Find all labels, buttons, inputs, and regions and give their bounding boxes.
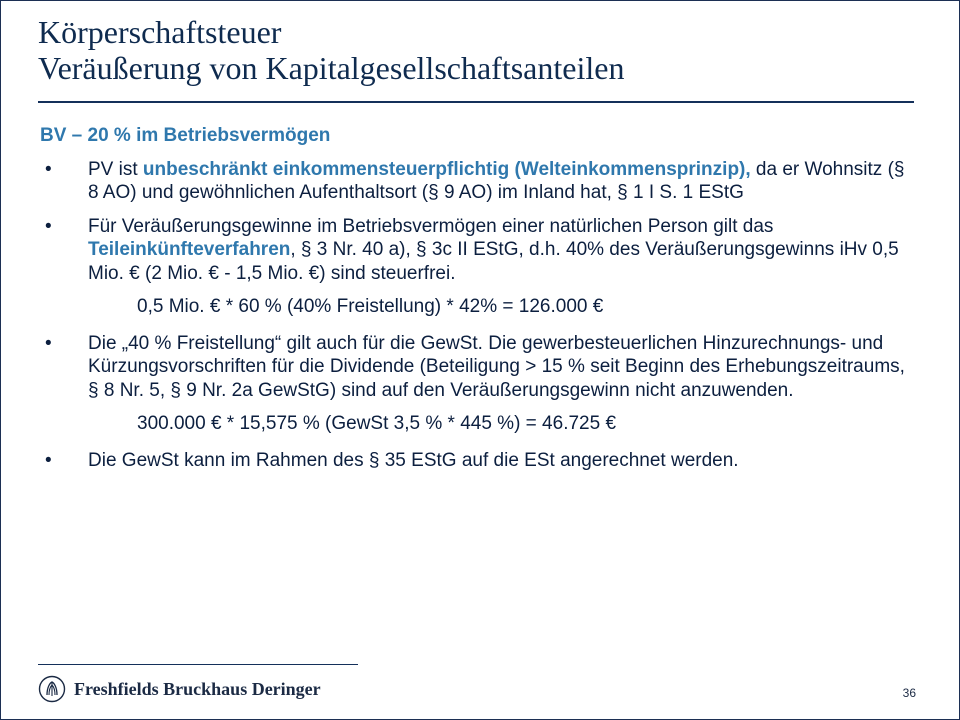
title-line-1: Körperschaftsteuer	[38, 14, 282, 50]
company-logo	[38, 675, 321, 703]
bullet-item-4	[40, 449, 920, 473]
bullet-4-text: Die GewSt kann im Rahmen des § 35 EStG auf die ESt angerechnet werden.	[88, 449, 739, 471]
slide-title	[38, 14, 918, 86]
bullet-2-text-a: Für Veräußerungsgewinne im Betriebsvermögen einer natürlichen Person gilt das	[88, 215, 774, 237]
footer-divider	[38, 664, 358, 665]
bullet-item-3	[40, 332, 920, 403]
bullet-icon: •	[45, 332, 52, 354]
bullet-icon: •	[45, 215, 52, 237]
formula-1: 0,5 Mio. € * 60 % (40% Freistellung) * 42% = 126.000 €	[137, 296, 604, 317]
bullet-item-1	[40, 158, 920, 205]
bullet-icon: •	[45, 449, 52, 471]
bullet-item-2	[40, 215, 920, 286]
logo-text: Freshfields Bruckhaus Deringer	[74, 678, 321, 699]
slide-content	[40, 124, 920, 482]
title-divider	[38, 101, 914, 103]
formula-2: 300.000 € * 15,575 % (GewSt 3,5 % * 445 %) = 46.725 €	[137, 413, 617, 434]
bullet-1-highlight: unbeschränkt einkommensteuerpflichtig (Welteinkommensprinzip),	[142, 158, 751, 180]
bullet-1-text-b: da er Wohnsitz (§ 8 AO) und gewöhnlichen Aufenthaltsort (§ 9 AO) im Inland hat, § 1 I S. 1 EStG	[88, 158, 905, 203]
bullet-1-text-a: PV ist	[88, 158, 143, 180]
bullet-3-text: Die „40 % Freistellung“ gilt auch für die GewSt. Die gewerbesteuerlichen Hinzurechnungs- und Kürzungsvorschriften für die Dividende (Beteiligung > 15 % seit Beginn des Erhebungszeitraums, § 8 Nr. 5, § 9 Nr. 2a GewStG) sind auf den Veräußerungsgewinn nicht anzuwenden.	[88, 332, 905, 401]
freshfields-logo-icon	[38, 675, 66, 703]
title-line-2: Veräußerung von Kapitalgesellschaftsanteilen	[38, 50, 625, 86]
bullet-icon: •	[45, 158, 52, 180]
section-heading: BV – 20 % im Betriebsvermögen	[40, 125, 331, 146]
bullet-2-text-b: , § 3 Nr. 40 a), § 3c II EStG, d.h. 40% des Veräußerungsgewinns iHv 0,5 Mio. € (2 Mio. € - 1,5 Mio. €) sind steuerfrei.	[88, 239, 899, 284]
bullet-2-highlight: Teileinkünfteverfahren	[88, 239, 291, 260]
page-number: 36	[902, 686, 916, 700]
